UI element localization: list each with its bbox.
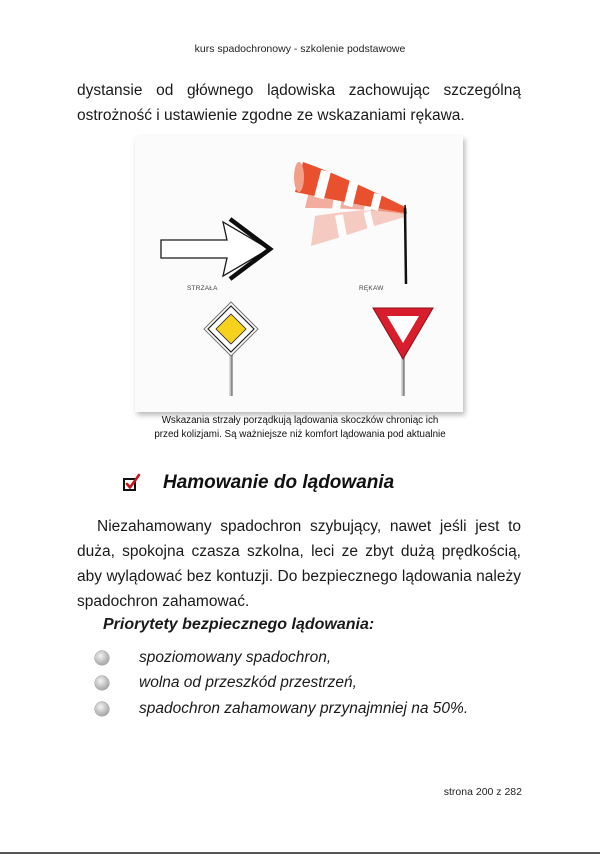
priorities-list bbox=[95, 645, 468, 722]
braking-paragraph: Niezahamowany spadochron szybujący, nawet jeśli jest to duża, spokojna czasza szkolna, leci ze zbyt dużą prędkością, aby wylądować bez kontuzji. Do bezpiecznego lądowania należy spadochron zahamować. bbox=[77, 518, 521, 610]
intro-paragraph: dystansie od głównego lądowiska zachowując szczególną ostrożność i ustawienie zgodne ze wskazaniami rękawa. bbox=[77, 82, 521, 124]
running-header: kurs spadochronowy - szkolenie podstawowe bbox=[194, 43, 406, 55]
bottom-divider bbox=[0, 852, 600, 854]
list-item bbox=[95, 645, 468, 671]
caption-line-1: Wskazania strzały porządkują lądowania skoczków chroniąc ich bbox=[161, 415, 439, 426]
list-item-text: spoziomowany spadochron, bbox=[139, 648, 332, 666]
section-title: Hamowanie do lądowania bbox=[163, 472, 395, 493]
caption-line-2: przed kolizjami. Są ważniejsze niż komfort lądowania pod aktualnie bbox=[154, 429, 446, 440]
bullet-icon bbox=[95, 676, 109, 690]
bullet-icon bbox=[95, 651, 109, 665]
list-item bbox=[95, 696, 468, 722]
figure-windsock-arrow bbox=[135, 136, 463, 412]
arrow-label: STRZAŁA bbox=[187, 285, 218, 292]
section-heading bbox=[122, 470, 394, 496]
windsock-graphic bbox=[294, 162, 406, 284]
figure-illustration bbox=[135, 136, 463, 412]
figure-caption bbox=[130, 414, 470, 442]
windsock-label: RĘKAW bbox=[359, 285, 384, 292]
checkbox-checked-icon bbox=[122, 473, 142, 493]
bullet-icon bbox=[95, 702, 109, 716]
list-item-text: wolna od przeszkód przestrzeń, bbox=[139, 674, 357, 692]
landing-arrow-graphic bbox=[161, 219, 270, 279]
list-item bbox=[95, 671, 468, 697]
yield-road-sign bbox=[373, 308, 433, 396]
priority-road-sign bbox=[204, 302, 258, 396]
list-item-text: spadochron zahamowany przynajmniej na 50%. bbox=[139, 699, 469, 717]
page-number: strona 200 z 282 bbox=[443, 786, 522, 798]
priorities-title: Priorytety bezpiecznego lądowania: bbox=[103, 616, 375, 633]
